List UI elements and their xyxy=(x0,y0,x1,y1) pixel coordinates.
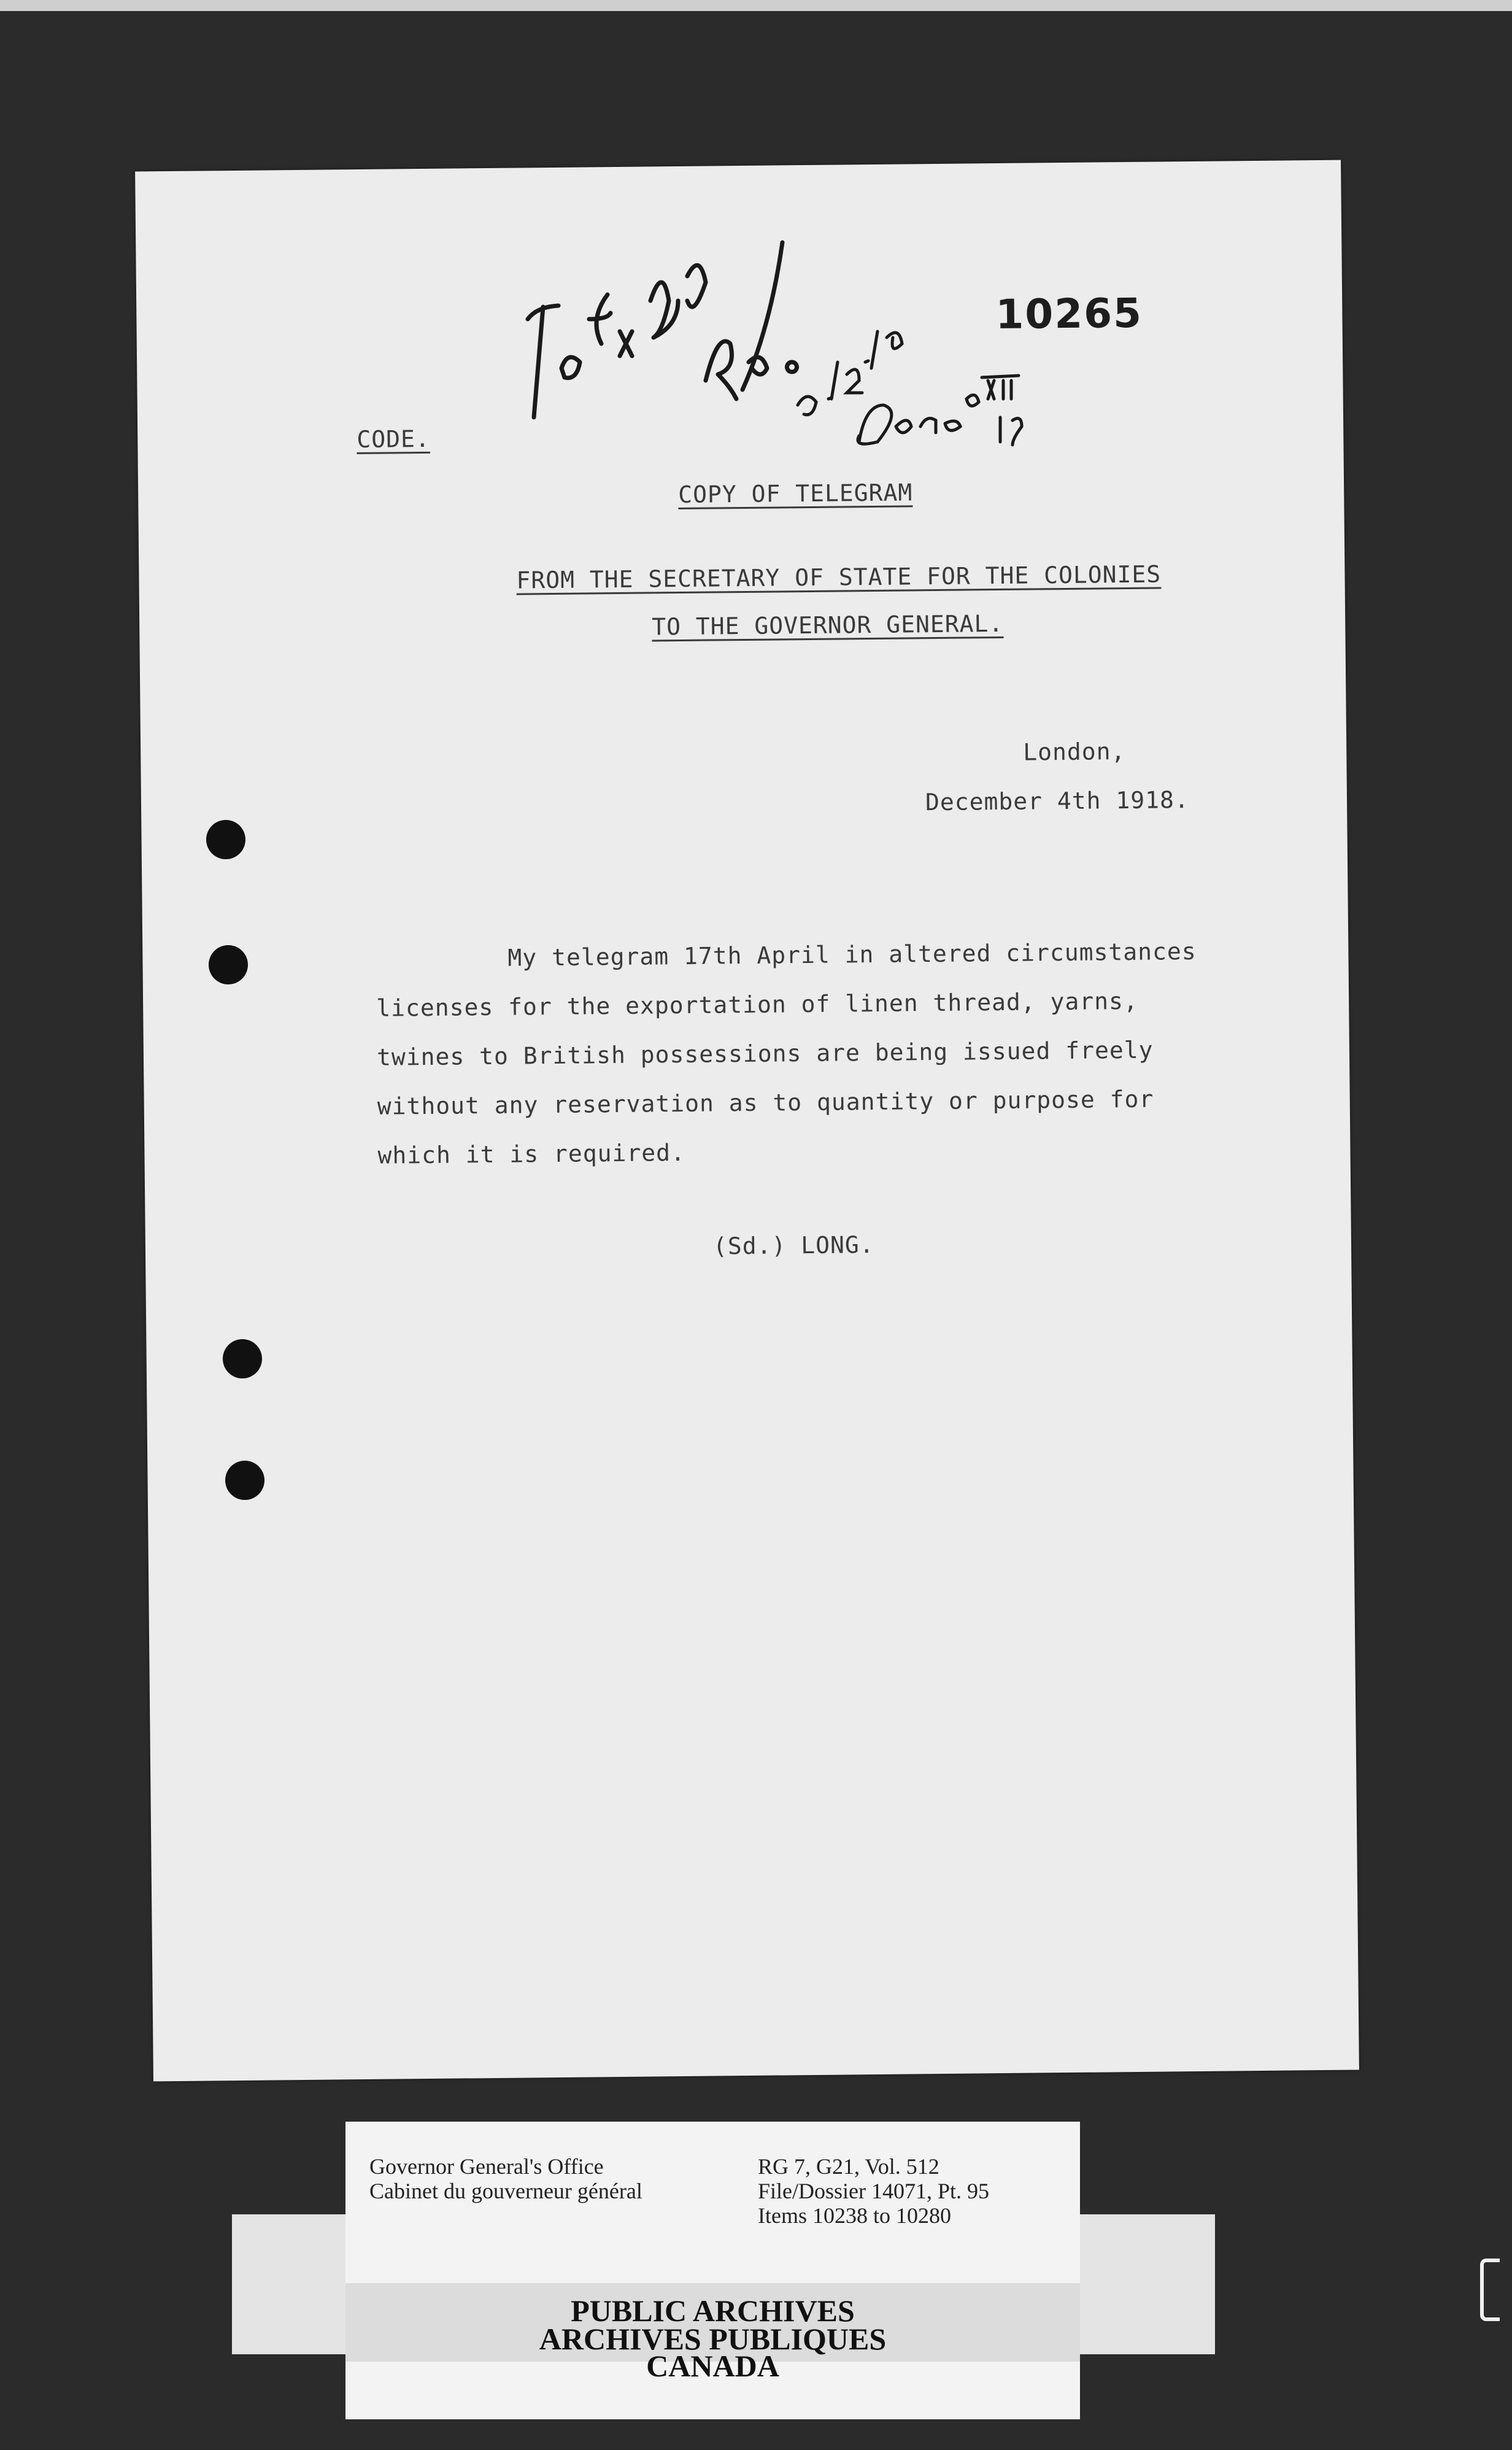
punch-hole xyxy=(209,945,248,984)
punch-hole xyxy=(223,1339,262,1378)
punch-hole xyxy=(206,820,245,859)
code-label: CODE. xyxy=(357,425,430,454)
archives-title-country: CANADA xyxy=(646,2349,779,2383)
signature: (Sd.) LONG. xyxy=(712,1231,874,1260)
punch-hole xyxy=(225,1461,264,1500)
archive-items: Items 10238 to 10280 xyxy=(758,2203,951,2228)
body-line: without any reservation as to quantity or purpose for xyxy=(377,1085,1154,1120)
date: December 4th 1918. xyxy=(925,786,1190,816)
office-en: Governor General's Office xyxy=(369,2154,604,2179)
to-line: TO THE GOVERNOR GENERAL. xyxy=(652,609,1004,641)
date-1-mark xyxy=(798,396,816,415)
telegram-heading: COPY OF TELEGRAM xyxy=(677,479,913,509)
handwriting-svg xyxy=(503,215,1043,460)
archives-title-en: PUBLIC ARCHIVES xyxy=(571,2293,855,2328)
archive-file: File/Dossier 14071, Pt. 95 xyxy=(758,2179,990,2203)
from-line: FROM THE SECRETARY OF STATE FOR THE COLONIES xyxy=(516,560,1162,594)
place: London, xyxy=(1023,738,1126,766)
archive-reference: RG 7, G21, Vol. 512 xyxy=(758,2154,939,2179)
body-line: licenses for the exportation of linen thread, yarns, xyxy=(376,987,1139,1022)
item-number: 10265 xyxy=(995,289,1143,339)
body-line: which it is required. xyxy=(377,1138,686,1169)
annotation-2-mark xyxy=(706,341,736,399)
archives-title-fr: ARCHIVES PUBLIQUES xyxy=(539,2322,887,2356)
date-2-mark xyxy=(966,395,979,406)
annotation-3-mark xyxy=(858,405,892,444)
annotation-1-mark xyxy=(528,306,558,417)
office-fr: Cabinet du gouverneur général xyxy=(369,2179,642,2203)
body-line: twines to British possessions are being issued freely xyxy=(376,1036,1154,1071)
film-edge xyxy=(0,0,1512,11)
film-edge-mark xyxy=(1480,2259,1500,2321)
handwritten-annotations xyxy=(503,215,1043,460)
body-line: My telegram 17th April in altered circumstances xyxy=(507,937,1197,972)
